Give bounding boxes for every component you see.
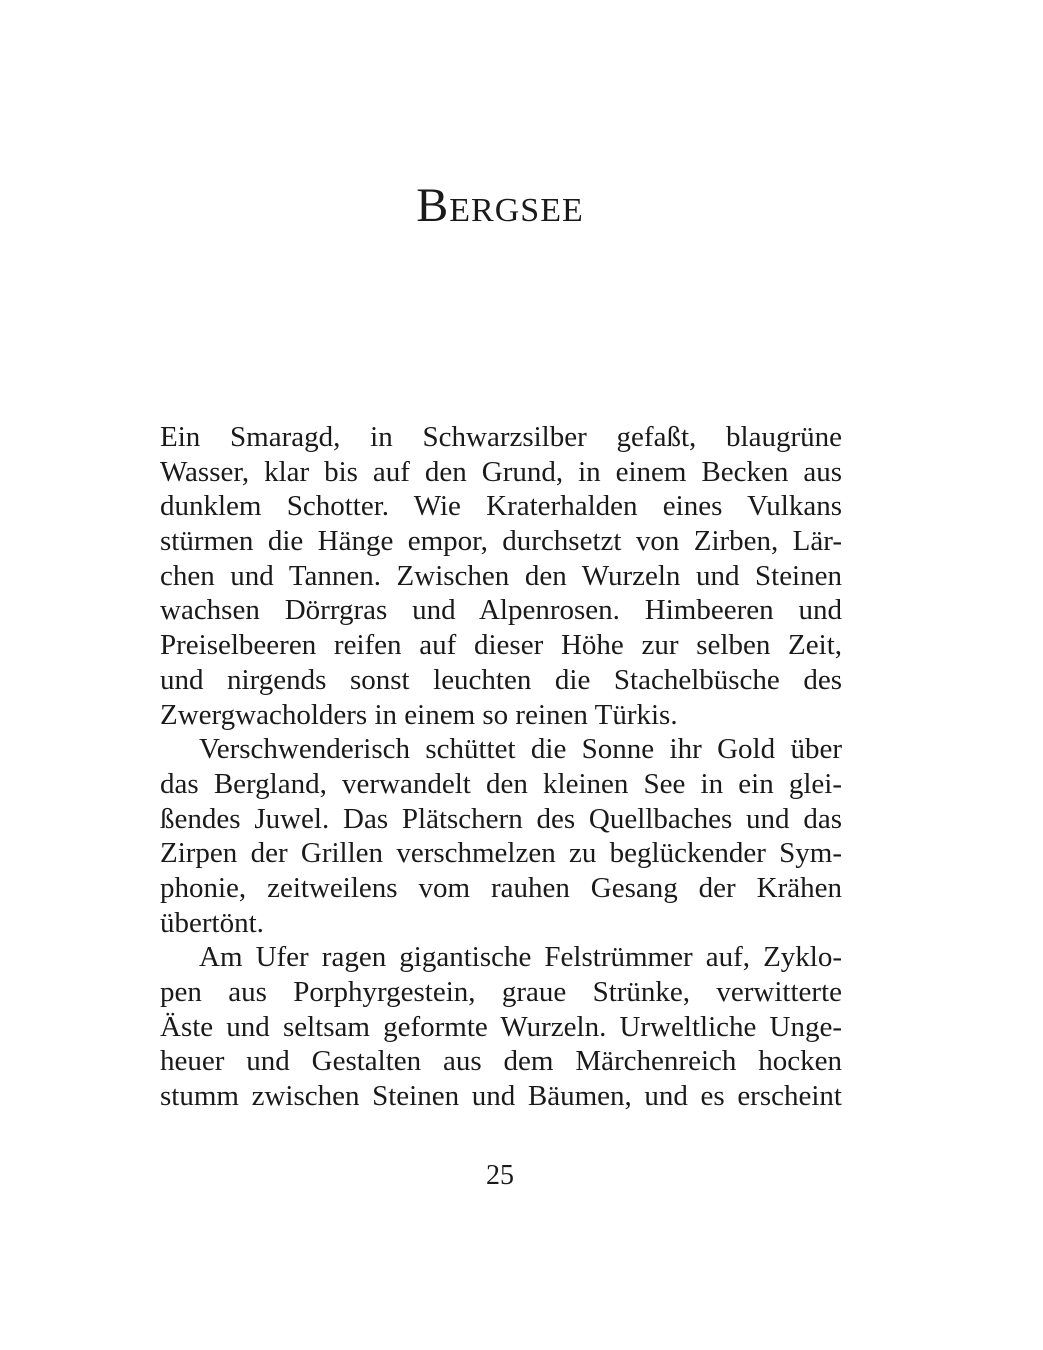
text-line: und nirgends sonst leuchten die Stachelbüsche des bbox=[160, 663, 842, 696]
body-text bbox=[160, 420, 842, 1114]
page-number: 25 bbox=[486, 1160, 514, 1191]
text-line: Verschwenderisch schüttet die Sonne ihr Gold über bbox=[199, 733, 842, 766]
text-line: das Bergland, verwandelt den kleinen See in ein glei- bbox=[160, 767, 842, 800]
text-line: Äste und seltsam geformte Wurzeln. Urweltliche Unge- bbox=[160, 1010, 842, 1043]
text-line: phonie, zeitweilens vom rauhen Gesang der Krähen bbox=[160, 871, 842, 904]
text-line: chen und Tannen. Zwischen den Wurzeln und Steinen bbox=[160, 559, 842, 592]
text-line: stürmen die Hänge empor, durchsetzt von Zirben, Lär- bbox=[160, 525, 842, 558]
text-line: Preiselbeeren reifen auf dieser Höhe zur selben Zeit, bbox=[160, 629, 842, 662]
text-line: wachsen Dörrgras und Alpenrosen. Himbeeren und bbox=[160, 594, 842, 627]
text-line: Wasser, klar bis auf den Grund, in einem Becken aus bbox=[160, 455, 842, 488]
text-line: Ein Smaragd, in Schwarzsilber gefaßt, blaugrüne bbox=[160, 421, 842, 453]
chapter-title: Bergsee bbox=[416, 179, 584, 232]
text-line: heuer und Gestalten aus dem Märchenreich hocken bbox=[160, 1045, 842, 1078]
text-line: stumm zwischen Steinen und Bäumen, und es erscheint bbox=[160, 1080, 842, 1113]
text-line: dunklem Schotter. Wie Kraterhalden eines Vulkans bbox=[160, 490, 842, 523]
text-line: Zwergwacholders in einem so reinen Türkis. bbox=[160, 698, 678, 731]
text-line: übertönt. bbox=[160, 906, 264, 939]
text-line: Zirpen der Grillen verschmelzen zu beglückender Sym- bbox=[160, 837, 842, 870]
text-line: ßendes Juwel. Das Plätschern des Quellbaches und das bbox=[160, 802, 842, 835]
text-line: pen aus Porphyrgestein, graue Strünke, verwitterte bbox=[160, 976, 842, 1008]
text-line: Am Ufer ragen gigantische Felstrümmer auf, Zyklo- bbox=[199, 941, 842, 974]
